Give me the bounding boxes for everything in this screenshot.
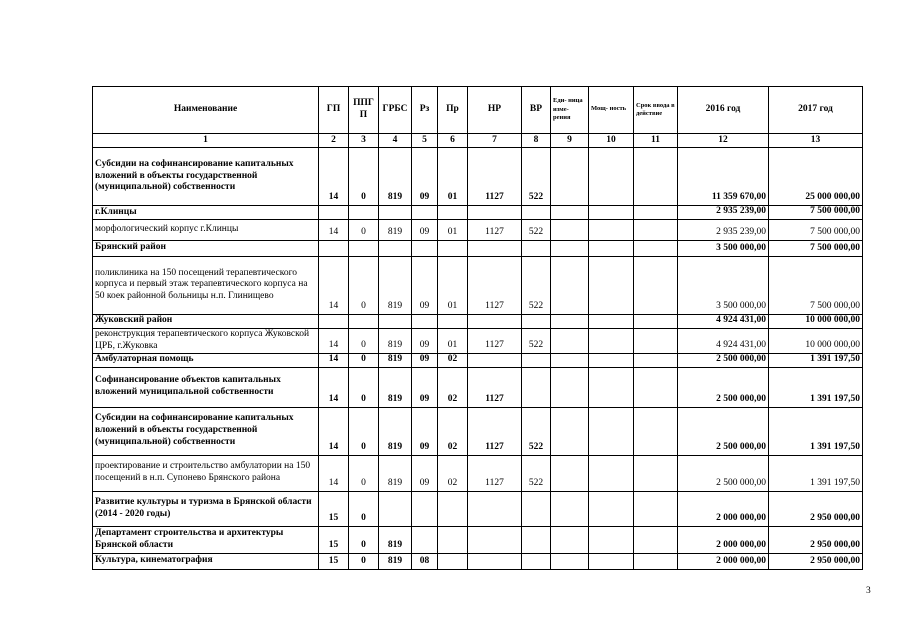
row-nr	[468, 206, 522, 220]
row-pr	[438, 526, 468, 553]
colnum: 3	[349, 134, 379, 148]
row-gp: 14	[319, 256, 349, 314]
header-ppgp: ППГ П	[349, 87, 379, 134]
table-body	[93, 148, 863, 570]
row-grbs: 819	[379, 553, 412, 569]
row-rz: 09	[412, 148, 438, 206]
row-empty-cell	[551, 353, 589, 367]
row-name: реконструкция терапевтического корпуса Жуковской ЦРБ, г.Жуковка	[93, 328, 319, 353]
row-y2016: 4 924 431,00	[678, 328, 769, 353]
budget-table	[92, 86, 863, 570]
row-name: Субсидии на софинансирование капитальных вложений в объекты государственной (муниципальной) собственности	[93, 148, 319, 206]
row-empty-cell	[634, 256, 678, 314]
row-pr: 01	[438, 328, 468, 353]
row-pr: 02	[438, 407, 468, 455]
row-y2016: 2 500 000,00	[678, 353, 769, 367]
row-rz: 09	[412, 455, 438, 491]
row-name: проектирование и строительство амбулатории на 150 посещений в н.п. Супонево Брянского района	[93, 455, 319, 491]
row-empty-cell	[589, 367, 634, 407]
header-2017: 2017 год	[769, 87, 863, 134]
row-ppgp: 0	[349, 553, 379, 569]
row-y2016: 3 500 000,00	[678, 256, 769, 314]
row-vr	[522, 367, 551, 407]
row-gp: 14	[319, 367, 349, 407]
row-name: Культура, кинематография	[93, 553, 319, 569]
row-grbs: 819	[379, 367, 412, 407]
table-row	[93, 407, 863, 455]
row-y2017: 2 950 000,00	[769, 526, 863, 553]
header-commission: Срок ввода в действие	[634, 87, 678, 134]
colnum: 10	[589, 134, 634, 148]
row-ppgp: 0	[349, 455, 379, 491]
table-row	[93, 206, 863, 220]
row-empty-cell	[634, 148, 678, 206]
colnum: 6	[438, 134, 468, 148]
row-ppgp: 0	[349, 407, 379, 455]
row-pr	[438, 206, 468, 220]
row-rz	[412, 240, 438, 256]
row-y2017: 7 500 000,00	[769, 206, 863, 220]
row-y2017: 1 391 197,50	[769, 455, 863, 491]
row-nr: 1127	[468, 367, 522, 407]
table-row	[93, 455, 863, 491]
table-row	[93, 491, 863, 526]
row-nr: 1127	[468, 455, 522, 491]
row-grbs: 819	[379, 526, 412, 553]
row-pr	[438, 491, 468, 526]
header-vr: ВР	[522, 87, 551, 134]
row-ppgp: 0	[349, 148, 379, 206]
row-ppgp: 0	[349, 367, 379, 407]
row-nr	[468, 553, 522, 569]
row-name: Брянский район	[93, 240, 319, 256]
row-name: морфологический корпус г.Клинцы	[93, 219, 319, 240]
row-empty-cell	[551, 455, 589, 491]
row-grbs	[379, 240, 412, 256]
header-rz: Рз	[412, 87, 438, 134]
row-empty-cell	[589, 407, 634, 455]
row-rz: 09	[412, 256, 438, 314]
table-header-row	[93, 87, 863, 134]
row-y2016: 2 500 000,00	[678, 455, 769, 491]
row-name: Субсидии на софинансирование капитальных вложений в объекты государственной (муниципальной) собственности	[93, 407, 319, 455]
row-empty-cell	[634, 455, 678, 491]
row-y2017: 2 950 000,00	[769, 553, 863, 569]
table-row	[93, 219, 863, 240]
row-ppgp: 0	[349, 256, 379, 314]
row-vr	[522, 240, 551, 256]
row-nr: 1127	[468, 407, 522, 455]
row-y2017: 1 391 197,50	[769, 367, 863, 407]
row-vr: 522	[522, 328, 551, 353]
row-rz: 09	[412, 353, 438, 367]
row-rz	[412, 314, 438, 328]
row-empty-cell	[551, 407, 589, 455]
row-rz	[412, 206, 438, 220]
row-empty-cell	[551, 328, 589, 353]
row-grbs: 819	[379, 455, 412, 491]
row-vr: 522	[522, 219, 551, 240]
row-empty-cell	[551, 219, 589, 240]
table-row	[93, 553, 863, 569]
row-pr: 02	[438, 367, 468, 407]
header-grbs: ГРБС	[379, 87, 412, 134]
row-pr: 02	[438, 353, 468, 367]
row-empty-cell	[589, 314, 634, 328]
row-grbs: 819	[379, 328, 412, 353]
row-empty-cell	[589, 328, 634, 353]
row-rz	[412, 526, 438, 553]
row-nr: 1127	[468, 256, 522, 314]
row-y2016: 2 935 239,00	[678, 206, 769, 220]
header-name: Наименование	[93, 87, 319, 134]
row-empty-cell	[589, 353, 634, 367]
row-pr	[438, 240, 468, 256]
row-grbs	[379, 206, 412, 220]
row-y2017: 10 000 000,00	[769, 314, 863, 328]
row-grbs	[379, 491, 412, 526]
row-empty-cell	[589, 526, 634, 553]
row-grbs	[379, 314, 412, 328]
colnum: 2	[319, 134, 349, 148]
colnum: 9	[551, 134, 589, 148]
row-empty-cell	[589, 240, 634, 256]
row-y2016: 3 500 000,00	[678, 240, 769, 256]
row-y2016: 2 500 000,00	[678, 367, 769, 407]
row-rz: 08	[412, 553, 438, 569]
header-gp: ГП	[319, 87, 349, 134]
row-empty-cell	[634, 491, 678, 526]
row-vr	[522, 553, 551, 569]
colnum: 11	[634, 134, 678, 148]
colnum: 4	[379, 134, 412, 148]
row-empty-cell	[551, 206, 589, 220]
row-pr	[438, 314, 468, 328]
row-empty-cell	[634, 219, 678, 240]
row-ppgp	[349, 206, 379, 220]
table-row	[93, 328, 863, 353]
row-vr	[522, 526, 551, 553]
row-empty-cell	[634, 526, 678, 553]
header-unit: Еди- ница изме- рения	[551, 87, 589, 134]
table-row	[93, 256, 863, 314]
row-rz: 09	[412, 407, 438, 455]
row-name: поликлиника на 150 посещений терапевтического корпуса и первый этаж терапевтического корпуса на 50 коек районной больницы н.п. Глинищево	[93, 256, 319, 314]
row-nr	[468, 526, 522, 553]
row-ppgp: 0	[349, 526, 379, 553]
row-gp: 14	[319, 219, 349, 240]
row-empty-cell	[589, 256, 634, 314]
row-empty-cell	[589, 148, 634, 206]
row-vr	[522, 314, 551, 328]
row-vr	[522, 353, 551, 367]
row-gp	[319, 314, 349, 328]
row-vr	[522, 491, 551, 526]
colnum: 1	[93, 134, 319, 148]
row-empty-cell	[589, 219, 634, 240]
row-empty-cell	[589, 491, 634, 526]
colnum: 7	[468, 134, 522, 148]
row-y2017: 1 391 197,50	[769, 353, 863, 367]
row-y2016: 2 000 000,00	[678, 491, 769, 526]
row-vr: 522	[522, 256, 551, 314]
row-rz: 09	[412, 328, 438, 353]
row-y2017: 25 000 000,00	[769, 148, 863, 206]
row-empty-cell	[551, 314, 589, 328]
row-y2017: 7 500 000,00	[769, 219, 863, 240]
table-row	[93, 353, 863, 367]
header-power: Мощ- ность	[589, 87, 634, 134]
row-nr: 1127	[468, 219, 522, 240]
row-gp: 14	[319, 407, 349, 455]
row-y2016: 2 000 000,00	[678, 526, 769, 553]
row-empty-cell	[634, 367, 678, 407]
row-rz	[412, 491, 438, 526]
colnum: 8	[522, 134, 551, 148]
row-pr: 02	[438, 455, 468, 491]
budget-table-container	[92, 86, 863, 570]
row-vr	[522, 206, 551, 220]
table-row	[93, 314, 863, 328]
row-empty-cell	[589, 206, 634, 220]
row-rz: 09	[412, 219, 438, 240]
row-y2016: 4 924 431,00	[678, 314, 769, 328]
column-number-row	[93, 134, 863, 148]
row-name: Софинансирование объектов капитальных вложений муниципальной собственности	[93, 367, 319, 407]
row-gp	[319, 206, 349, 220]
row-gp: 14	[319, 455, 349, 491]
row-ppgp	[349, 240, 379, 256]
row-gp	[319, 240, 349, 256]
row-name: Жуковский район	[93, 314, 319, 328]
row-vr: 522	[522, 455, 551, 491]
header-2016: 2016 год	[678, 87, 769, 134]
row-vr: 522	[522, 407, 551, 455]
row-nr	[468, 240, 522, 256]
row-name: Амбулаторная помощь	[93, 353, 319, 367]
row-y2017: 10 000 000,00	[769, 328, 863, 353]
row-name: Департамент строительства и архитектуры Брянской области	[93, 526, 319, 553]
row-empty-cell	[634, 206, 678, 220]
row-gp: 14	[319, 353, 349, 367]
row-ppgp: 0	[349, 353, 379, 367]
row-grbs: 819	[379, 353, 412, 367]
row-y2017: 7 500 000,00	[769, 256, 863, 314]
row-y2017: 7 500 000,00	[769, 240, 863, 256]
row-y2016: 2 935 239,00	[678, 219, 769, 240]
colnum: 5	[412, 134, 438, 148]
row-empty-cell	[551, 526, 589, 553]
row-ppgp: 0	[349, 328, 379, 353]
row-gp: 15	[319, 526, 349, 553]
row-empty-cell	[551, 256, 589, 314]
row-nr	[468, 491, 522, 526]
row-ppgp: 0	[349, 491, 379, 526]
row-gp: 15	[319, 553, 349, 569]
colnum: 13	[769, 134, 863, 148]
header-nr: НР	[468, 87, 522, 134]
row-pr: 01	[438, 148, 468, 206]
row-grbs: 819	[379, 407, 412, 455]
table-row	[93, 526, 863, 553]
table-row	[93, 148, 863, 206]
row-empty-cell	[589, 553, 634, 569]
row-empty-cell	[589, 455, 634, 491]
row-pr	[438, 553, 468, 569]
row-nr: 1127	[468, 328, 522, 353]
row-grbs: 819	[379, 256, 412, 314]
header-pr: Пр	[438, 87, 468, 134]
table-row	[93, 240, 863, 256]
row-y2016: 2 000 000,00	[678, 553, 769, 569]
table-row	[93, 367, 863, 407]
colnum: 12	[678, 134, 769, 148]
row-empty-cell	[551, 553, 589, 569]
page-number: 3	[866, 586, 871, 596]
row-grbs: 819	[379, 148, 412, 206]
row-empty-cell	[634, 407, 678, 455]
row-rz: 09	[412, 367, 438, 407]
row-empty-cell	[634, 553, 678, 569]
row-empty-cell	[551, 148, 589, 206]
row-y2017: 1 391 197,50	[769, 407, 863, 455]
row-pr: 01	[438, 219, 468, 240]
row-vr: 522	[522, 148, 551, 206]
row-nr: 1127	[468, 148, 522, 206]
row-name: Развитие культуры и туризма в Брянской области (2014 - 2020 годы)	[93, 491, 319, 526]
row-y2016: 11 359 670,00	[678, 148, 769, 206]
row-gp: 14	[319, 148, 349, 206]
row-empty-cell	[634, 240, 678, 256]
row-y2016: 2 500 000,00	[678, 407, 769, 455]
row-empty-cell	[634, 328, 678, 353]
row-ppgp	[349, 314, 379, 328]
row-ppgp: 0	[349, 219, 379, 240]
row-pr: 01	[438, 256, 468, 314]
row-empty-cell	[551, 491, 589, 526]
row-empty-cell	[551, 367, 589, 407]
row-gp: 14	[319, 328, 349, 353]
row-nr	[468, 314, 522, 328]
row-gp: 15	[319, 491, 349, 526]
row-name: г.Клинцы	[93, 206, 319, 220]
row-empty-cell	[551, 240, 589, 256]
row-y2017: 2 950 000,00	[769, 491, 863, 526]
row-grbs: 819	[379, 219, 412, 240]
row-nr	[468, 353, 522, 367]
row-empty-cell	[634, 353, 678, 367]
row-empty-cell	[634, 314, 678, 328]
